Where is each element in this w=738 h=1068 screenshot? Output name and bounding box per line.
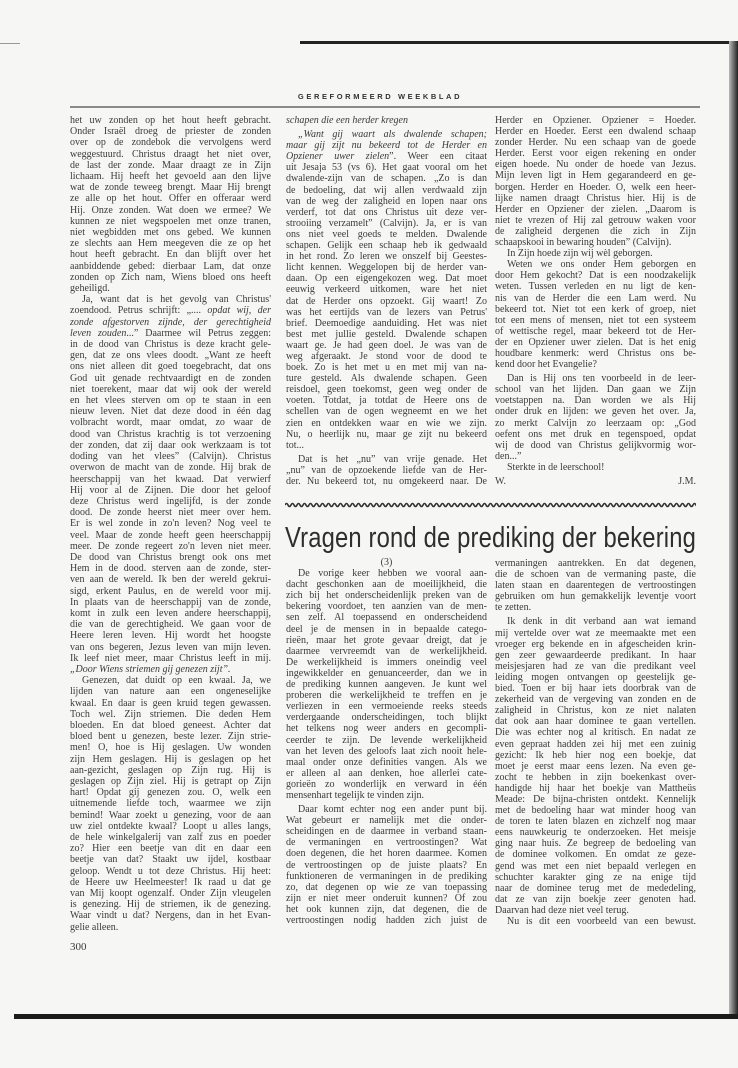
- text-line: onder druk en lijden: we geven het over. Ja,: [495, 406, 696, 418]
- text-line: doen degenen, die het horen daarmee. Komen: [286, 848, 487, 860]
- paragraph: [495, 115, 696, 248]
- text-line: ons niet veel goeds te melden. Dwalende: [286, 228, 487, 240]
- text-line: van Mij koopt ogenzalf. Onder Zijn vleugelen: [70, 888, 271, 900]
- text-line: ging naar huis. Ze begreep de bedoeling van: [495, 838, 696, 850]
- text-line: doding van het vlees” (Calvijn). Christus: [70, 451, 271, 463]
- text-line: gend was met een niet bepaald verlegen en: [495, 860, 696, 872]
- text-line: bekering voordoet, ten aanzien van de men-: [286, 601, 487, 613]
- article-middle-column: [286, 557, 487, 926]
- text-line: gen, dat ze ons vlees doodt. „Want ze heeft: [70, 350, 271, 362]
- paragraph: [495, 462, 696, 473]
- text-line: van ons begeren, Jezus leven van mijn leven.: [70, 641, 271, 653]
- text-line: vertroostingen nodig hadden zich juist de: [286, 915, 487, 926]
- text-line: [70, 305, 271, 316]
- text-line: geheiligd.: [70, 283, 110, 295]
- text-line: zo merkt Calvijn zo leerzaam op: „God: [495, 417, 696, 429]
- text-line: volbracht wordt, maar omdat, zo waar de: [70, 417, 271, 429]
- text-line: overwon de macht van de zonde. Hij brak de: [70, 462, 271, 474]
- text-line: moet je eerst maar eens lezen. Na even ge-: [495, 760, 696, 772]
- text-line: scheidingen en de daarmee in verband staan-: [286, 826, 487, 838]
- text-line: Hij. Onze zonden. Wat doen we ermee? We: [70, 204, 271, 216]
- text-line: [70, 317, 271, 328]
- article-part-number: (3): [380, 557, 393, 568]
- italic-text: maar gij zijt nu bekeerd tot de Herder en: [286, 140, 487, 152]
- scan-edge-mark: [0, 43, 20, 44]
- text-line: lijden van nature aan een ongeneselijke: [70, 686, 271, 698]
- text-line: Weten we ons onder Hem geborgen en: [507, 259, 696, 271]
- text-line: niet te vrezen of Hij zal getrouw waken voor: [495, 214, 696, 226]
- text-line: den...”: [495, 450, 522, 462]
- middle-upper-column: [286, 115, 487, 487]
- text-line: bied. Toen er bij haar iets doorbrak van de: [495, 683, 696, 695]
- text-line: De vorige keer hebben we vooral aan-: [298, 568, 487, 580]
- text-line: zich bij het onderscheidenlijk preken van de: [286, 590, 487, 602]
- text-line: boek. Zo is het met u en met mij van na-: [286, 362, 487, 374]
- paragraph: [495, 248, 696, 259]
- text-line: [286, 129, 487, 140]
- text-line: schellen van de ogen wegneemt en we het: [286, 406, 487, 418]
- text-line: geslagen op Zijn ziel. Hij is getrapt op Zijn: [70, 775, 271, 787]
- text-line: meisjesjaren had ze van die predikant veel: [495, 660, 696, 672]
- page-number: 300: [70, 941, 87, 953]
- text-line: de zaligheid dergenen die zich in Zijn: [495, 225, 696, 237]
- text-line: licht kennen. Weggelopen bij de herder van-: [286, 262, 487, 274]
- text-line: de last der zonde. Maar draagt ze in Zijn: [70, 159, 271, 171]
- text-line: Herder en Hoeder. Eerst een dwalend schaap: [495, 126, 696, 138]
- text-line: niet toerekent, maar dat wij ook der wereld: [70, 383, 271, 395]
- italic-text: schapen die een herder kregen: [286, 115, 408, 126]
- signature: [495, 476, 696, 487]
- text-line: deel je de mensen in in bepaalde catego-: [286, 623, 487, 635]
- text-line: „nu” van de opzoekende liefde van de Her-: [286, 464, 487, 476]
- left-column: [70, 115, 271, 933]
- signature-left: W.: [495, 476, 507, 487]
- text-line: verdergaande onderscheidingen, toch blijkt: [286, 712, 487, 724]
- paragraph: [495, 916, 696, 927]
- text-line: die de schoen van de vermaning paste, die: [495, 569, 696, 581]
- italic-text: zonde afgestorven zijnde, der gerechtigheid: [70, 316, 271, 328]
- text-line: ture gesteld. Als dwalende schapen. Geen: [286, 373, 487, 385]
- text-line: Waar vindt u dat? Nergens, dan in het Evan-: [70, 910, 271, 922]
- text-line: Meade: De bijna-christen ontdekt. Kennelijk: [495, 793, 696, 805]
- text-line: Die was echter nog al kritisch. En nadat ze: [495, 727, 696, 739]
- text-line: zo? Hier een beetje van dit en daar een: [70, 843, 271, 855]
- text-line: borgen. Herder en Hoeder. O, welk een heer-: [495, 181, 696, 193]
- wavy-divider: [285, 500, 696, 510]
- paragraph: [495, 259, 696, 370]
- text-line: dacht geschonken aan de moeilijkheid, die: [286, 579, 487, 591]
- text-line: komt in zulk een leven andere heerschappij,: [70, 607, 271, 619]
- text-line: weg afgeraakt. Je stond voor de dood te: [286, 350, 487, 362]
- text-line: de bedoeling, dat wij allen verdwaald zijn: [286, 184, 487, 196]
- paragraph: [286, 804, 487, 926]
- text-line: de vermaningen en vertroostingen? Wat: [286, 837, 487, 849]
- text-line: kend door het Evangelie?: [495, 359, 597, 371]
- text-line: voeten. Totdat, ja totdat de Heere ons de: [286, 395, 487, 407]
- text-line: in het rond. Zo leren we onszelf bij Geestes-: [286, 251, 487, 263]
- text-line: handigde hij haar het boekje van Mattheüs: [495, 782, 696, 794]
- paragraph: [286, 115, 487, 126]
- text-line: daarmee vervreemdt van de werkelijkheid.: [286, 645, 487, 657]
- text-line: [286, 151, 487, 162]
- text-line: de hele winkelgalerij van zalf zus en poeder: [70, 832, 271, 843]
- article-middle-body: [286, 568, 487, 926]
- text-line: lijke namen draagt Christus hier. Hij is de: [495, 192, 696, 204]
- text-line: hout heeft gebracht. En dan blijft over het: [70, 249, 271, 261]
- text-line: Ik denk in dit verband aan wat iemand: [507, 616, 696, 628]
- text-line: der zonden, dat zij daar ook werkzaam is tot: [70, 439, 271, 451]
- text-line: even gepraat hadden zei hij met een zuinig: [495, 738, 696, 750]
- signature-right: J.M.: [678, 476, 696, 487]
- text-line: bekeerd tot. Niet tot een kerk of groep, niet: [495, 303, 696, 315]
- text-line: rieën, maar het grote gevaar dreigt, dat je: [286, 634, 487, 646]
- text-line: gen zeer gewaardeerde predikant. In haar: [495, 649, 696, 661]
- running-header: GEREFORMEERD WEEKBLAD: [297, 92, 463, 101]
- text-line: reisdoel, geen toekomst, geen weg onder de: [286, 384, 487, 396]
- text-line: zijn er niet meer onderuit kunnen? Of zou: [286, 892, 487, 904]
- text-line: tot...: [286, 439, 305, 451]
- header-rule: [70, 106, 700, 108]
- text-line: kunnen ze niet wegspoelen met onze tranen,: [70, 215, 271, 227]
- text-line: of wettische regel, maar bekeerd tot de Her-: [495, 325, 696, 337]
- text-line: mij vertelde over wat ze meemaakte met een: [495, 627, 696, 639]
- text-line: lichaam. Hij heeft het gevoeld aan den lijve: [70, 171, 271, 183]
- text-line: de vertroostingen op de juiste plaats? En: [286, 859, 487, 871]
- text-line: laten staan en daarentegen de vertroostingen: [495, 580, 696, 592]
- text-line: bemind! Waar zoekt u genezing, voor de aan: [70, 809, 271, 821]
- text-line: [286, 115, 487, 126]
- text-segment: ...” Daarmee wil Petrus zeggen:: [126, 327, 271, 339]
- paragraph: [70, 675, 271, 933]
- text-line: Nu, o heerlijk nu, maar ge zijt nu bekeerd: [286, 428, 487, 440]
- text-line: de prediking kunnen aangeven. Je kunt wel: [286, 679, 487, 691]
- text-line: zocht te hebben in zijn boekenkast over-: [495, 771, 696, 783]
- text-line: Herder en Opziener der zielen. „Daarom is: [495, 203, 696, 215]
- text-line: der. Nu bekeerd tot, nu omgekeerd naar. De: [286, 476, 487, 487]
- text-line: dat ook aan haar dominee te gaan vertellen.: [495, 716, 696, 728]
- text-line: zien en ontdekken waar en wie we zijn.: [286, 417, 487, 429]
- text-line: gezicht: Ik heb hier nog een boekje, dat: [495, 749, 696, 761]
- paragraph: [495, 616, 696, 916]
- text-line: eens nauwkeurig te onderzoeken. Het meisje: [495, 827, 696, 839]
- text-segment: zoendood. Petrus schrijft: „....: [70, 305, 208, 317]
- text-line: eeuwig verkeerd uitkomen, ware het niet: [286, 284, 487, 296]
- text-segment: ”. Weer een citaat: [389, 151, 487, 163]
- text-line: leiding mogen ontvangen op geestelijk ge-: [495, 671, 696, 683]
- text-line: Daarvan had deze niet veel terug.: [495, 904, 629, 916]
- text-line: Ik leef niet meer, maar Christus leeft in mij.: [70, 652, 271, 664]
- paragraph: [286, 568, 487, 801]
- text-line: wij de dood van Christus gelijkvormig wor-: [495, 439, 696, 451]
- text-line: Ja, want dat is het gevolg van Christus': [82, 294, 271, 306]
- text-line: schaapskooi in bewaring houden” (Calvijn).: [495, 237, 672, 249]
- text-line: beetje van dat? Staakt uw ijdel, kostbaar: [70, 854, 271, 866]
- text-line: door Hem gekocht? Dat is een noodzakelijk: [495, 270, 696, 282]
- text-line: het uw zonden op het hout heeft gebracht.: [70, 115, 271, 126]
- text-line: oefent ons met druk en tegenspoed, opdat: [495, 428, 696, 440]
- text-line: schuchter karakter ging ze na enige tijd: [495, 871, 696, 883]
- text-line: In Zijn hoede zijn wij wèl geborgen.: [507, 248, 653, 260]
- text-line: dat de Herder ons opzoekt. Gij waart! Zo: [286, 295, 487, 307]
- text-line: houdbare kenmerk: werd Christus ons be-: [495, 347, 696, 359]
- text-line: eigen hoede. Nu onder de hoede van Jezus.: [495, 159, 696, 171]
- text-line: gorieën zo wonderlijk en verward in één: [286, 778, 487, 790]
- article-title-text: Vragen rond de prediking der bekering: [285, 522, 696, 554]
- page-bottom-edge: [14, 1014, 738, 1019]
- text-line: het telkens nog weer anders en gecompli-: [286, 723, 487, 735]
- text-line: verderf, tot dat ons Christus uit deze ver-: [286, 206, 487, 218]
- text-line: aanbiddende gebed: dierbaar Lam, dat onze: [70, 260, 271, 272]
- text-line: hart! Opdat gij genezen zou. O, welk een: [70, 787, 271, 799]
- text-line: van het leven des geloofs laat zich nooit hele-: [286, 745, 487, 757]
- text-line: Nu is dit een voorbeeld van een bewust.: [507, 916, 696, 927]
- text-line: bloed bent u genezen, beste lezer. Zijn strie-: [70, 731, 271, 743]
- text-line: dat ze van zijn boekje zeer genoten had.: [495, 893, 696, 905]
- text-line: Daar komt echter nog een ander punt bij.: [298, 804, 487, 816]
- text-line: is genezing. Hij de striemen, ik de genezing.: [70, 899, 271, 911]
- text-line: daan. Op een eigengekozen weg. Dat moet: [286, 273, 487, 285]
- text-line: ven aan de wereld. Ik ben der wereld gekrui-: [70, 574, 271, 586]
- text-line: naar de dominee terug met de mededeling,: [495, 882, 696, 894]
- text-line: gelie alleen.: [70, 921, 119, 933]
- text-line: funktioneren de vermaningen in de prediking: [286, 870, 487, 882]
- text-line: schapen. Gelijk een schaap heb ik gedwaald: [286, 240, 487, 252]
- text-line: sigd, erkent Paulus, en de wereld voor mij.: [70, 585, 271, 597]
- text-line: Hem in de dood. sterven aan de zonde, ster-: [70, 563, 271, 575]
- text-line: Herder en Opziener. Opziener = Hoeder.: [495, 115, 696, 126]
- paragraph: [286, 454, 487, 487]
- text-line: [70, 664, 271, 675]
- text-line: ons niet alleen dit goed toegebracht, dat ons: [70, 361, 271, 373]
- paragraph: [70, 115, 271, 294]
- italic-text: Opziener uwer zielen: [286, 151, 390, 163]
- text-line: deze Christus werd ingelijfd, is der zonde: [70, 495, 271, 507]
- text-line: dood. De zonde heerst niet meer over hem.: [70, 507, 271, 519]
- text-line: voetstappen na. Dan worden we als Hij: [495, 395, 696, 407]
- text-line: kwaal. En daar is geen kruid tegen gewassen.: [70, 697, 271, 709]
- text-line: verliezen in een vermoeiende reeks steeds: [286, 701, 487, 713]
- text-line: best met jullie gesteld. Dwalende schapen: [286, 328, 487, 340]
- text-line: Hij voor al de Zijnen. Die door het geloof: [70, 484, 271, 496]
- text-line: was het eertijds van de lezers van Petrus': [286, 306, 487, 318]
- text-line: de toren te laten blazen en zichzelf nog maar: [495, 816, 696, 828]
- page-top-edge: [300, 41, 738, 44]
- paragraph: [495, 558, 696, 613]
- text-line: dwalende-zijn van de schapen. „Zo is dan: [286, 173, 487, 185]
- text-line: [286, 140, 487, 151]
- text-line: en het vlees sterven om op te staan in een: [70, 395, 271, 407]
- italic-text: leven zouden: [70, 327, 127, 339]
- text-line: brief. Deemoedige aanduiding. Het was niet: [286, 317, 487, 329]
- paragraph: [495, 373, 696, 462]
- text-line: te zetten.: [495, 602, 532, 614]
- article-title: [285, 522, 696, 558]
- text-line: meer. De zonde regeert zo'n leven niet meer.: [70, 540, 271, 552]
- text-line: strooiing verzamelt” (Calvijn). Ja, er is van: [286, 217, 487, 229]
- text-line: Mijn leven ligt in Hem gegarandeerd en ge-: [495, 170, 696, 182]
- text-line: waart ge. Je had geen doel. Je was van de: [286, 339, 487, 351]
- text-line: Onder Israël droeg de priester de zonden: [70, 126, 271, 138]
- text-line: Dat is het „nu” van vrije genade. Het: [298, 453, 487, 465]
- italic-text: „Want gij waart als dwalende schapen;: [298, 129, 487, 141]
- text-line: God uit genade rechtvaardigt en de zonden: [70, 372, 271, 384]
- italic-text: „Door Wiens striemen gij genezen zijt”.: [70, 663, 231, 675]
- text-line: Er is wel zonde in zo'n leven? Nog veel te: [70, 518, 271, 530]
- text-line: uitnemende liefde toch, waarmee we zijn: [70, 798, 271, 810]
- text-line: vroeger erg bekende en in afgescheiden krin-: [495, 638, 696, 650]
- text-line: De dood van Christus brengt ook ons met: [70, 551, 271, 563]
- text-line: de Heere uw Heelmeester! Ik raad u dat ge: [70, 876, 271, 888]
- text-line: niet wegbidden met ons gebed. We kunnen: [70, 227, 271, 239]
- italic-text: opdat wij, der: [207, 305, 272, 317]
- page-right-edge: [729, 41, 738, 1017]
- text-line: in de dood van Christus is deze kracht gele-: [70, 339, 271, 351]
- text-line: zo, dat degenen op wie ze van toepassing: [286, 881, 487, 893]
- right-upper-column: [495, 115, 696, 487]
- text-line: Wat gebeurt er namelijk met die onder-: [286, 815, 487, 827]
- text-line: men! O, hoe is Hij geslagen. Uw wonden: [70, 742, 271, 754]
- text-line: De werkelijkheid is immers oneindig veel: [286, 656, 487, 668]
- text-line: Herder. Eerst voor eigen rekening en onder: [495, 148, 696, 160]
- text-line: Sterkte in de leerschool!: [507, 461, 605, 473]
- text-line: zaligheid in Christus, kon ze niet nalaten: [495, 705, 696, 717]
- text-line: het ook kunnen zijn, dat degenen, die de: [286, 903, 487, 915]
- text-line: Heere leren leven. Hij wordt het hoogste: [70, 630, 271, 642]
- text-line: nis van de Herder die een Lam werd. Nu: [495, 292, 696, 304]
- text-line: maal onder onze definities vangen. Als we: [286, 756, 487, 768]
- text-line: In plaats van de heerschappij van de zonde,: [70, 596, 271, 608]
- text-line: Genezen, dat duidt op een kwaal. Ja, we: [82, 675, 271, 687]
- article-right-column: [495, 558, 696, 927]
- text-line: uit Jesaja 53 (vs 6). Het gaat vooral om het: [286, 162, 487, 174]
- text-line: over op de zondebok die vervolgens werd: [70, 137, 271, 149]
- text-line: wat de zonde teweeg brengt. Maar Hij brengt: [70, 182, 271, 194]
- text-line: uw ziel ontdekte kwaal? Loopt u alles langs,: [70, 820, 271, 832]
- text-line: ingewikkelder en genuanceerder, dan we in: [286, 667, 487, 679]
- text-line: geloop. Wendt u tot deze Christus. Hij heet:: [70, 865, 271, 877]
- text-line: met de bedoeling haar wat minder hoog van: [495, 805, 696, 817]
- text-line: ceerder te zijn. De levende werkelijkheid: [286, 734, 487, 746]
- text-line: Toch wel. Zijn striemen. Die deden Hem: [70, 708, 271, 720]
- text-line: zijn Hem geslagen. Hij is geslagen op het: [70, 753, 271, 765]
- text-line: [70, 328, 271, 339]
- text-line: zekerheid van de vergeving van zonden en de: [495, 694, 696, 706]
- text-line: nieuw leven. Niet dat deze dood in één dag: [70, 406, 271, 418]
- text-line: weggestuurd. Christus draagt het niet over,: [70, 148, 271, 160]
- paragraph: [70, 294, 271, 675]
- paragraph: [286, 129, 487, 451]
- text-line: zonden op Zich nam, Wiens bloed ons heeft: [70, 271, 271, 283]
- text-line: van de weg der zaligheid en lopen naar ons: [286, 195, 487, 207]
- text-line: aan-gezicht, geslagen op Zijn rug. Hij is: [70, 764, 271, 776]
- text-line: gebruiken om hun gemakkelijk leventje voort: [495, 591, 696, 603]
- text-line: vermaningen aantrekken. En dat degenen,: [495, 558, 696, 569]
- text-line: dood van Christus krachtig is tot verzoening: [70, 428, 271, 440]
- text-line: ze alle op het hout. Offer en offeraar werd: [70, 193, 271, 205]
- text-line: veel. Maar de zonde heeft geen heerschappij: [70, 529, 271, 541]
- text-line: zonder Herder. Nu een schaap van de goede: [495, 137, 696, 149]
- text-line: mensenhart tegelijk te vinden zijn.: [286, 789, 425, 801]
- text-line: sen zelf. Al toepassend en onderscheidend: [286, 612, 487, 624]
- text-line: die van de gerechtigheid. We gaan voor de: [70, 619, 271, 631]
- text-line: weten. Tussen verleden en nu ligt de ken-: [495, 281, 696, 293]
- text-line: heerschappij van het kwaad. Dat verwierf: [70, 473, 271, 485]
- text-line: er alleen al aan denken, hoe allerlei cate-: [286, 767, 487, 779]
- text-line: proberen die werkelijkheid te treffen en je: [286, 690, 487, 702]
- text-line: Dan is Hij ons ten voorbeeld in de leer-: [507, 373, 696, 385]
- text-line: tot een mens of mensen, niet tot een systeem: [495, 314, 696, 326]
- text-line: ze slechts aan Hem meegeven die ze op het: [70, 238, 271, 250]
- text-line: der en Opziener uwer zielen. Dat is het enig: [495, 336, 696, 348]
- text-line: school van het lijden. Dan gaan we Zijn: [495, 384, 696, 396]
- text-line: de dominee volkomen. En omdat ze geze-: [495, 849, 696, 861]
- text-line: bloeden. En dat bloed geneest. Achter dat: [70, 719, 271, 731]
